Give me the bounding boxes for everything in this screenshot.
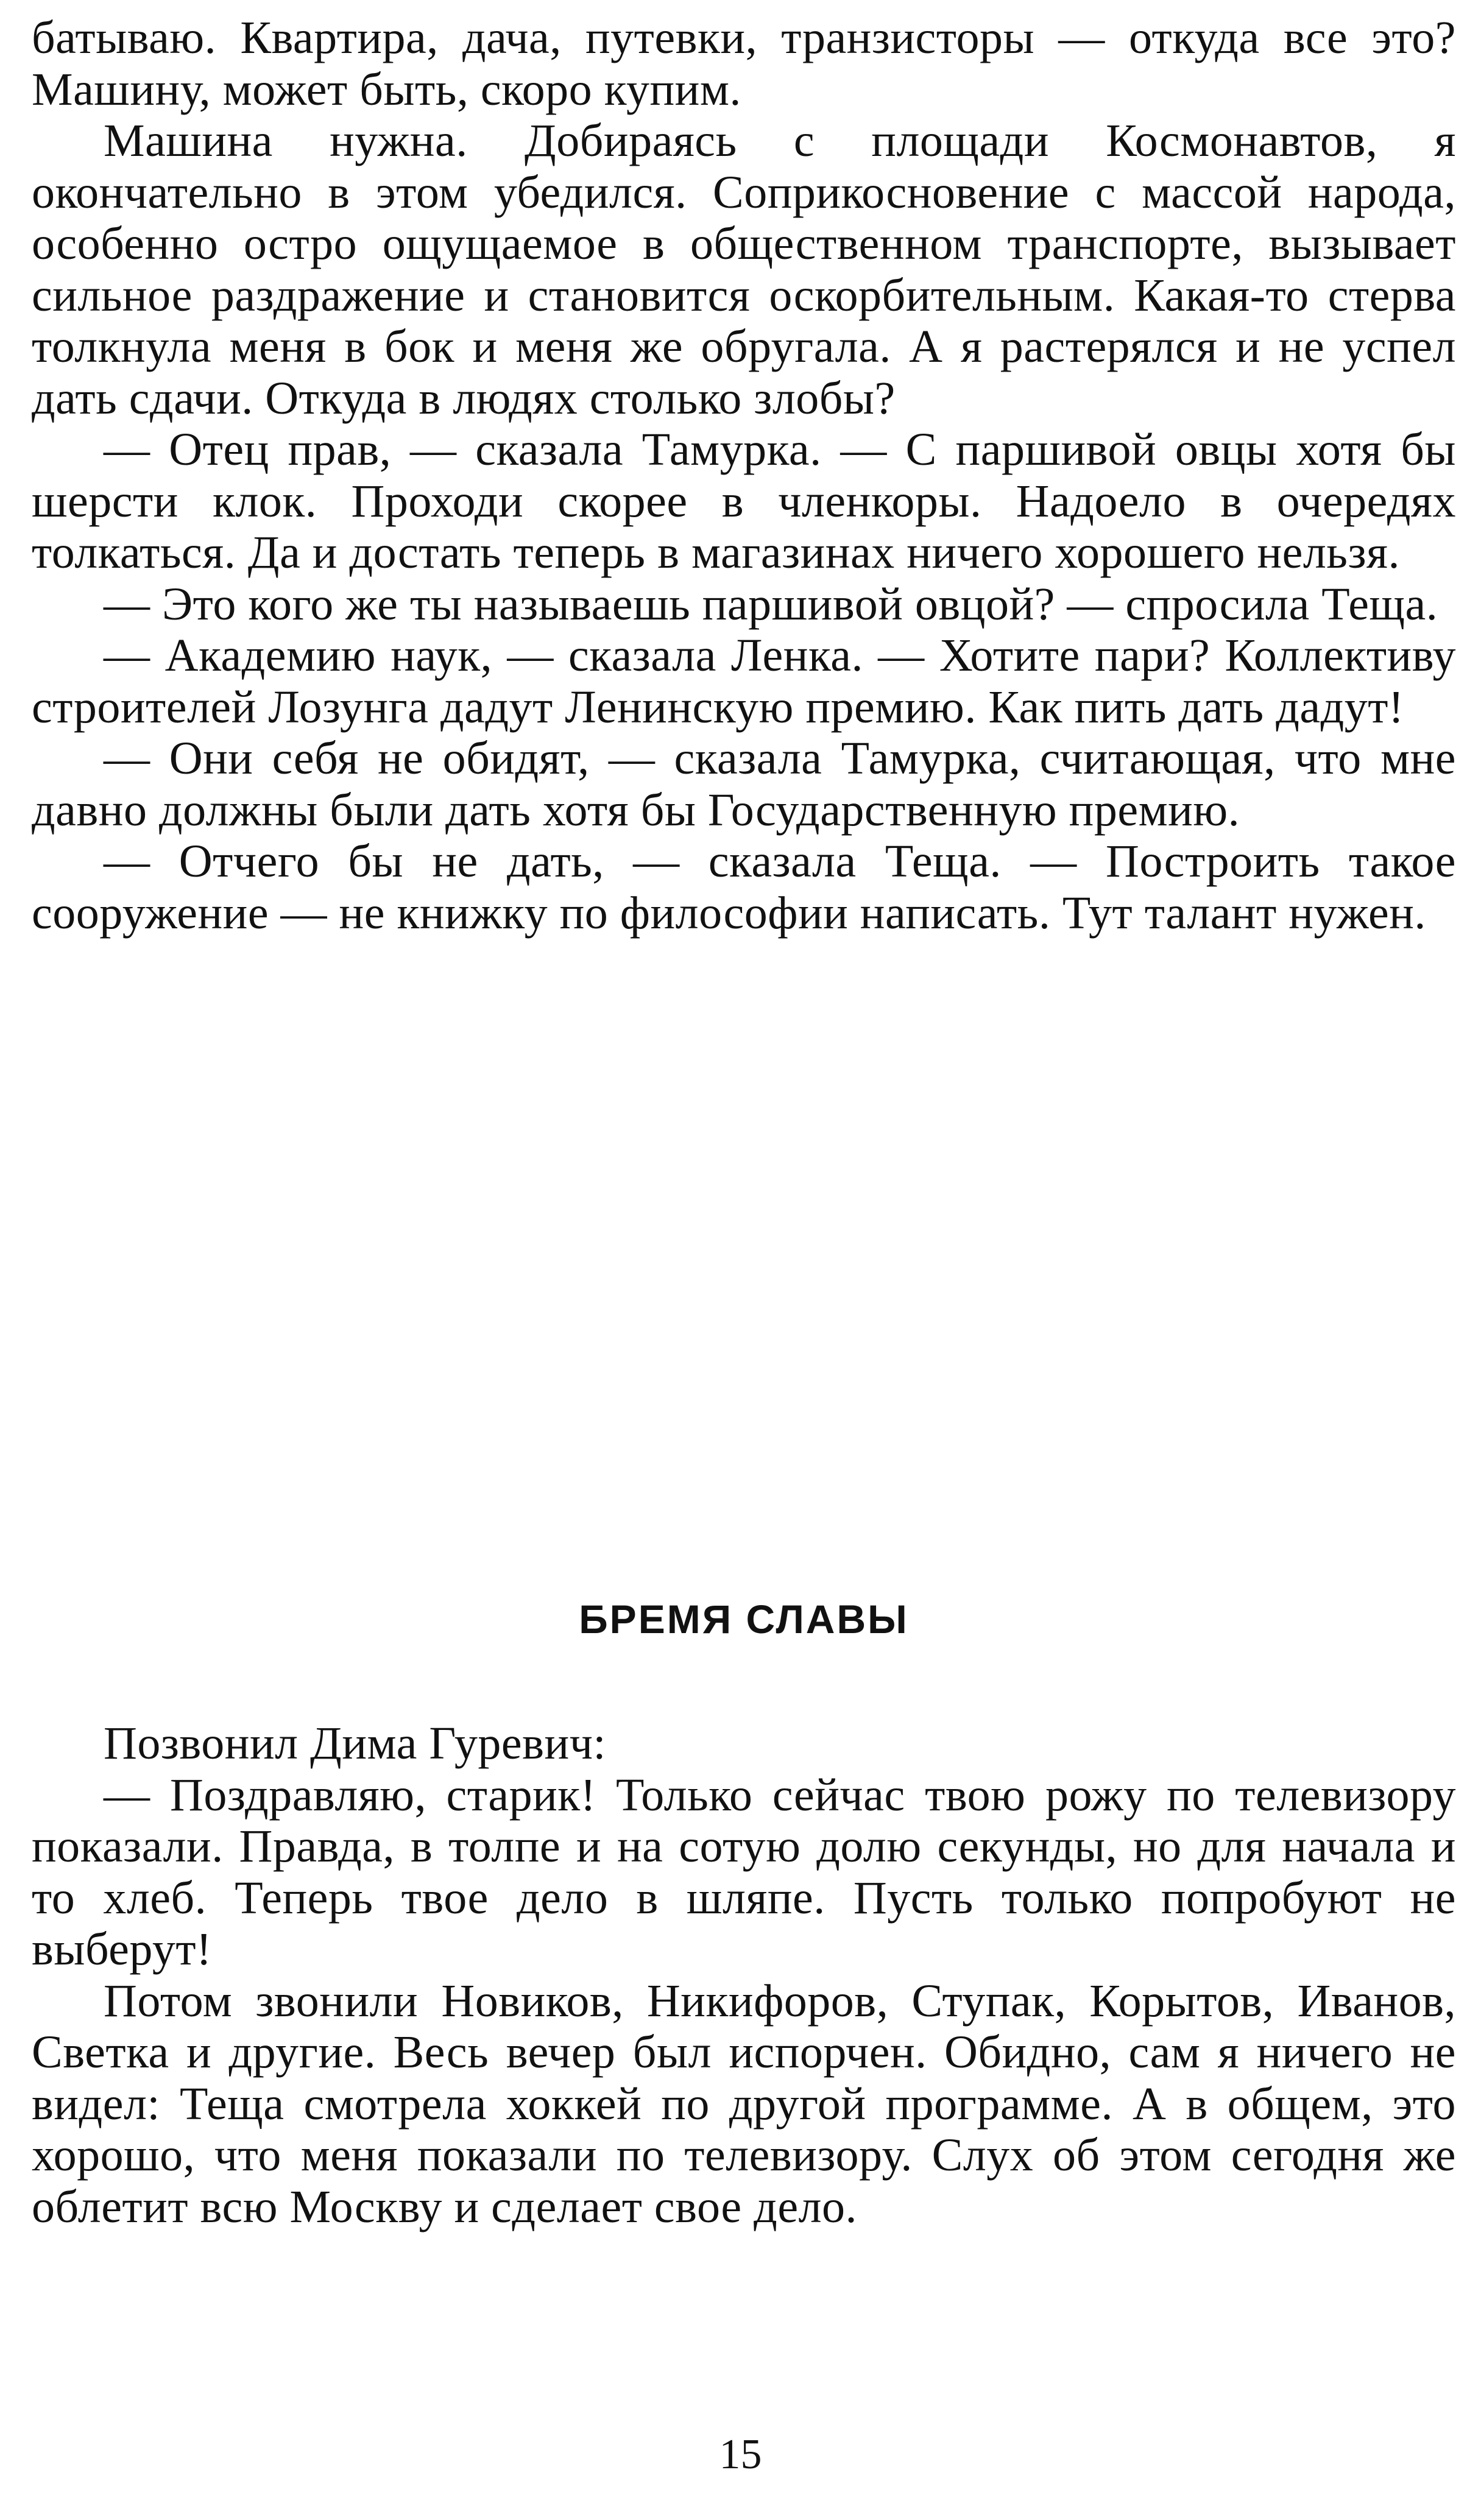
paragraph: — Они себя не обидят, — сказала Тамурка, считающая, что мне давно должны были дать хотя бы Государственную премию. [32, 733, 1456, 836]
paragraph: Позвонил Дима Гуревич: [104, 1718, 607, 1769]
paragraph: — Академию наук, — сказала Ленка. — Хотите пари? Коллективу строителей Лозунга дадут Ленинскую премию. Как пить дать дадут! [32, 630, 1456, 733]
paragraph: — Это кого же ты называешь паршивой овцой? — спросила Теща. [104, 578, 1438, 630]
page-content [32, 12, 1456, 2232]
chapter-heading: БРЕМЯ СЛАВЫ [579, 1597, 909, 1642]
paragraph: — Отчего бы не дать, — сказала Теща. — Построить такое сооружение — не книжку по философии написать. Тут талант нужен. [32, 836, 1456, 939]
page-number: 15 [719, 2431, 762, 2478]
paragraph: — Отец прав, — сказала Тамурка. — С паршивой овцы хотя бы шерсти клок. Проходи скорее в членкоры. Надоело в очередях толкаться. Да и достать теперь в магазинах ничего хорошего нельзя. [32, 424, 1456, 578]
section-text-1 [32, 12, 1456, 939]
section-text-2 [32, 1718, 1456, 2232]
paragraph: Машина нужна. Добираясь с площади Космонавтов, я окончательно в этом убедился. Соприкосновение с массой народа, особенно остро ощущаемое в общественном транспорте, вызывает сильное раздражение и становится оскорбительным. Какая-то стерва толкнула меня в бок и меня же обругала. А я растерялся и не успел дать сдачи. Откуда в людях столько злобы? [32, 115, 1456, 424]
paragraph: батываю. Квартира, дача, путевки, транзисторы — откуда все это? Машину, может быть, скоро купим. [32, 12, 1456, 115]
paragraph: — Поздравляю, старик! Только сейчас твою рожу по телевизору показали. Правда, в толпе и на сотую долю секунды, но для начала и то хлеб. Теперь твое дело в шляпе. Пусть только попробуют не выберут! [32, 1769, 1456, 1975]
paragraph: Потом звонили Новиков, Никифоров, Ступак, Корытов, Иванов, Светка и другие. Весь вечер был испорчен. Обидно, сам я ничего не видел: Теща смотрела хоккей по другой программе. А в общем, это хорошо, что меня показали по телевизору. Слух об этом сегодня же облетит всю Москву и сделает свое дело. [32, 1975, 1456, 2232]
